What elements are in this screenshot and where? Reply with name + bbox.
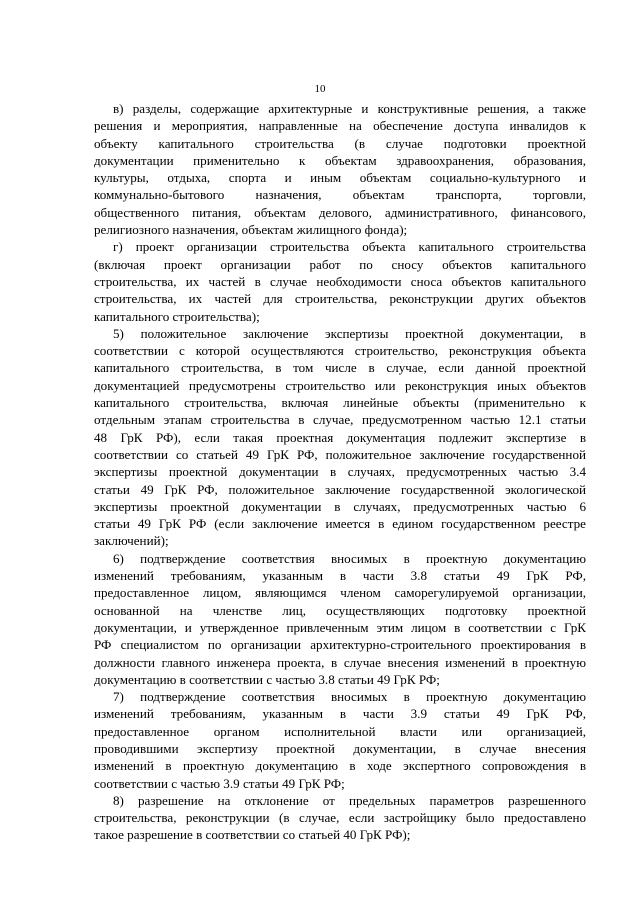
text-line: документацией предусмотрены строительство или реконструкция иных объектов xyxy=(94,377,586,393)
text-line: изменений требованиям, указанным в части 3.9 статьи 49 ГрК РФ, xyxy=(94,706,586,722)
text-line: строительства, их частей в случае необходимости сноса объектов капитального xyxy=(94,273,586,289)
text-line: предоставленное лицом, являющимся членом саморегулируемой организации, xyxy=(94,585,586,601)
text-line: 5) положительное заключение экспертизы проектной документации, в xyxy=(113,325,586,341)
text-line: соответствии с частью 3.9 статьи 49 ГрК РФ; xyxy=(94,775,345,791)
text-line: капитального строительства, в том числе в случае, если данной проектной xyxy=(94,360,586,376)
text-line: документации, и утвержденное привлеченным этим лицом в соответствии с ГрК xyxy=(94,619,586,635)
paragraph-p7 xyxy=(94,688,586,792)
text-line: проводившими экспертизу проектной документации, в случае внесения xyxy=(94,740,586,756)
text-line: г) проект организации строительства объекта капитального строительства xyxy=(113,239,586,255)
text-line: статьи 49 ГрК РФ (если заключение имеется в едином государственном реестре xyxy=(94,516,586,532)
text-line: строительства, реконструкции (в случае, если застройщику было предоставлено xyxy=(94,810,586,826)
text-line: отдельным этапам строительства в случае, предусмотренном частью 12.1 статьи xyxy=(94,412,586,428)
document-body xyxy=(94,100,586,844)
text-line: общественного питания, объектам делового, административного, финансового, xyxy=(94,204,586,220)
paragraph-g xyxy=(94,238,586,324)
text-line: 48 ГрК РФ), если такая проектная документация подлежит экспертизе в xyxy=(94,429,586,445)
text-line: культуры, отдыха, спорта и иным объектам социально-культурного и xyxy=(94,170,586,186)
text-line: экспертизы проектной документации в случаях, предусмотренных частью 6 xyxy=(94,498,586,514)
text-line: должности главного инженера проекта, в случае внесения изменений в проектную xyxy=(94,654,586,670)
text-line: предоставленное органом исполнительной власти или организацией, xyxy=(94,723,586,739)
text-line: 8) разрешение на отклонение от предельных параметров разрешенного xyxy=(113,792,586,808)
text-line: заключений); xyxy=(94,533,169,549)
text-line: коммунально-бытового назначения, объектам транспорта, торговли, xyxy=(94,187,586,203)
text-line: изменений в проектную документацию в ходе экспертного сопровождения в xyxy=(94,758,586,774)
text-line: РФ специалистом по организации архитектурно-строительного проектирования в xyxy=(94,637,586,653)
text-line: капитального строительства, включая линейные объекты (применительно к xyxy=(94,395,586,411)
paragraph-p5 xyxy=(94,325,586,550)
text-line: религиозного назначения, объектам жилищного фонда); xyxy=(94,222,408,238)
page-number: 10 xyxy=(314,83,326,95)
text-line: экспертизы проектной документации в случаях, предусмотренных частью 3.4 xyxy=(94,464,586,480)
text-line: 7) подтверждение соответствия вносимых в проектную документацию xyxy=(113,689,586,705)
text-line: (включая проект организации работ по сносу объектов капитального xyxy=(94,256,586,272)
text-line: капитального строительства); xyxy=(94,308,260,324)
text-line: объекту капитального строительства (в случае подготовки проектной xyxy=(94,135,586,151)
text-line: основанной на членстве лиц, осуществляющих подготовку проектной xyxy=(94,602,586,618)
text-line: такое разрешение в соответствии со статьей 40 ГрК РФ); xyxy=(94,827,411,843)
text-line: строительства, их частей для строительства, реконструкции других объектов xyxy=(94,291,586,307)
paragraph-p6 xyxy=(94,550,586,688)
text-line: решения и мероприятия, направленные на обеспечение доступа инвалидов к xyxy=(94,118,586,134)
text-line: соответствии с которой осуществляются строительство, реконструкция объекта xyxy=(94,343,586,359)
text-line: изменений требованиям, указанным в части 3.8 статьи 49 ГрК РФ, xyxy=(94,568,586,584)
text-line: документацию в соответствии с частью 3.8 статьи 49 ГрК РФ; xyxy=(94,671,440,687)
text-line: документации применительно к объектам здравоохранения, образования, xyxy=(94,152,586,168)
text-line: соответствии со статьей 49 ГрК РФ, положительное заключение государственной xyxy=(94,446,586,462)
paragraph-v xyxy=(94,100,586,238)
text-line: статьи 49 ГрК РФ, положительное заключение государственной экологической xyxy=(94,481,586,497)
text-line: 6) подтверждение соответствия вносимых в проектную документацию xyxy=(113,550,586,566)
paragraph-p8 xyxy=(94,792,586,844)
text-line: в) разделы, содержащие архитектурные и конструктивные решения, а также xyxy=(113,101,586,116)
